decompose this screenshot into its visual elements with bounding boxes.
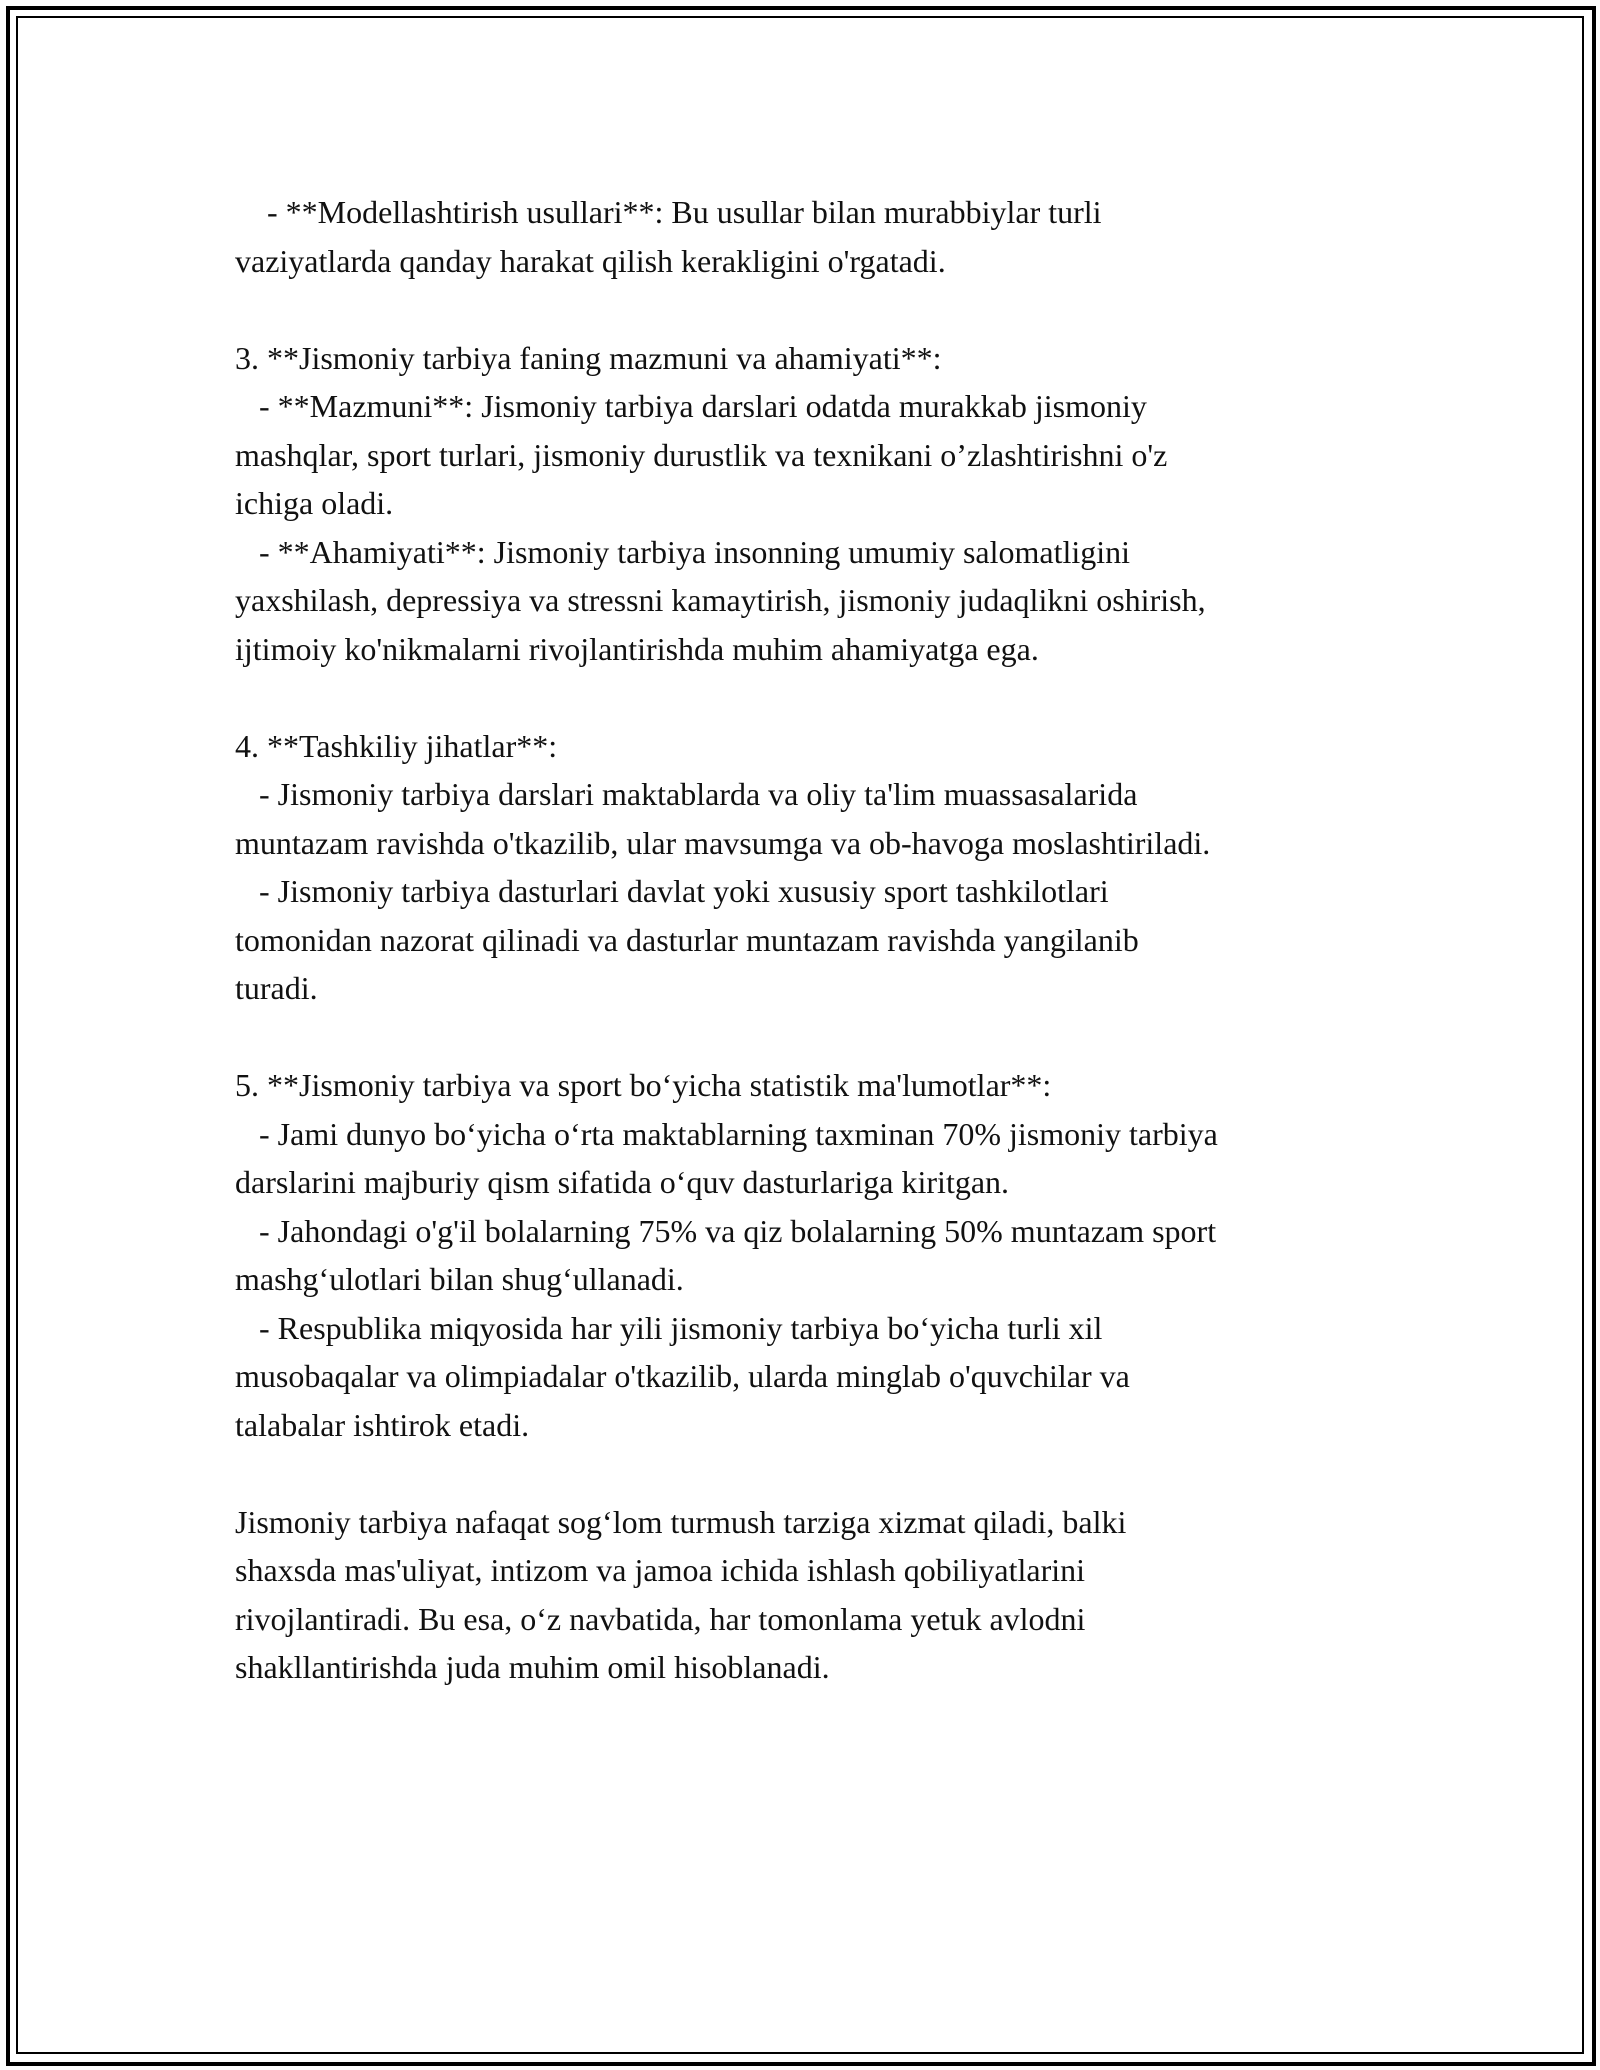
document-body-text: - **Modellashtirish usullari**: Bu usullar bilan murabbiylar turli vaziyatlarda qanday harakat qilish kerakligini o'rgatadi. 3. **Jismoniy tarbiya faning mazmuni va ahamiyati**: - **Mazmuni**: Jismoniy tarbiya darslari odatda murakkab jismoniy mashqlar, sport turlari, jismoniy durustlik va texnikani o’zlashtirishni o'z ichiga oladi. - **Ahamiyati**: Jismoniy tarbiya insonning umumiy salomatligini yaxshilash, depressiya va stressni kamaytirish, jismoniy judaqlikni oshirish, ijtimoiy ko'nikmalarni rivojlantirishda muhim ahamiyatga ega. 4. **Tashkiliy jihatlar**: - Jismoniy tarbiya darslari maktablarda va oliy ta'lim muassasalarida muntazam ravishda o'tkazilib, ular mavsumga va ob-havoga moslashtiriladi. - Jismoniy tarbiya dasturlari davlat yoki xususiy sport tashkilotlari tomonidan nazorat qilinadi va dasturlar muntazam ravishda yangilanib turadi. 5. **Jismoniy tarbiya va sport bo‘yicha statistik ma'lumotlar**: - Jami dunyo bo‘yicha o‘rta maktablarning taxminan 70% jismoniy tarbiya darslarini majburiy qism sifatida o‘quv dasturlariga kiritgan. - Jahondagi o'g'il bolalarning 75% va qiz bolalarning 50% muntazam sport mashg‘ulotlari bilan shug‘ullanadi. - Respublika miqyosida har yili jismoniy tarbiya bo‘yicha turli xil musobaqalar va olimpiadalar o'tkazilib, ularda minglab o'quvchilar va talabalar ishtirok etadi. Jismoniy tarbiya nafaqat sog‘lom turmush tarziga xizmat qiladi, balki shaxsda mas'uliyat, intizom va jamoa ichida ishlash qobiliyatlarini rivojlantiradi. Bu esa, o‘z navbatida, har tomonlama yetuk avlodni shakllantirishda juda muhim omil hisoblanadi.: [235, 194, 1218, 1685]
